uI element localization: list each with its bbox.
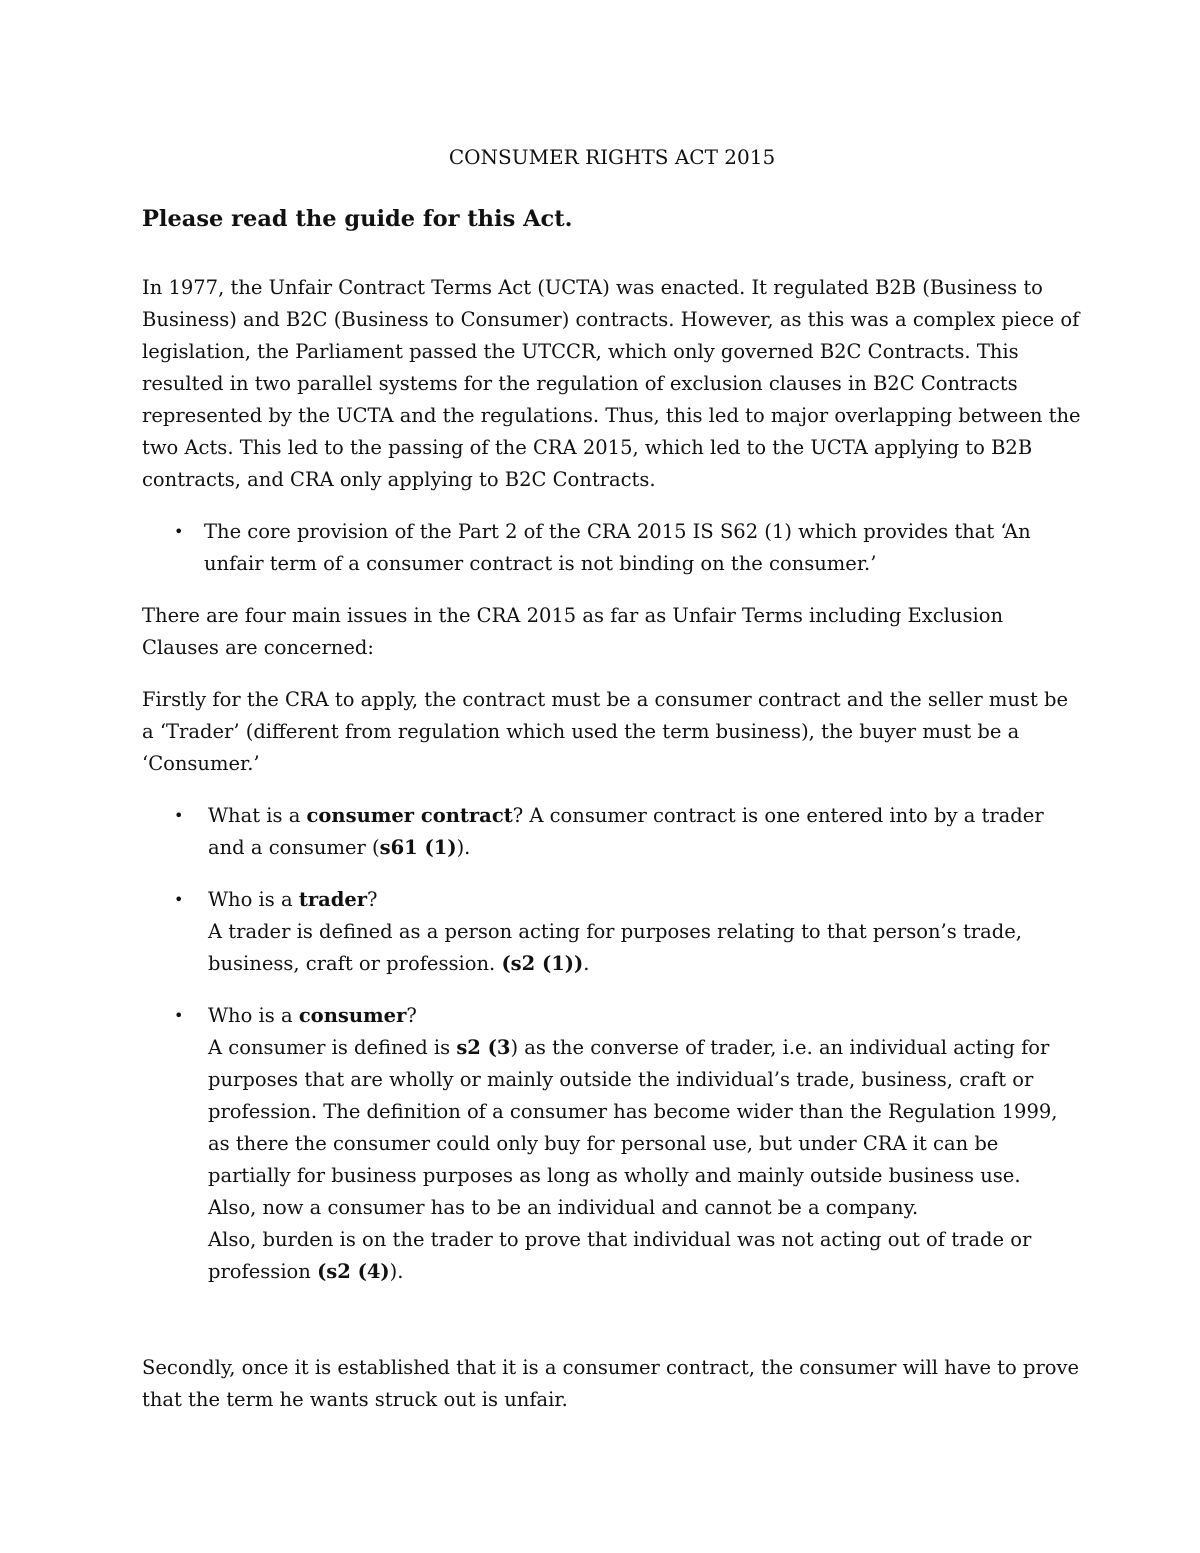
section-reference: (s2 (1)) — [501, 952, 584, 975]
question-text: Who is a — [208, 1004, 299, 1027]
punctuation: ). — [389, 1260, 404, 1283]
definition-text: ? A consumer contract is one entered into by a trader and a consumer ( — [208, 804, 1044, 859]
question-line — [208, 884, 1082, 916]
four-issues-paragraph: There are four main issues in the CRA 2015 as far as Unfair Terms including Exclusion Clauses are concerned: — [142, 604, 1004, 659]
defined-term: consumer contract — [306, 804, 513, 827]
intro-paragraph: In 1977, the Unfair Contract Terms Act (UCTA) was enacted. It regulated B2B (Business to Business) and B2C (Business to Consumer) contracts. However, as this was a complex piece of legislation, the Parliament passed the UTCCR, which only governed B2C Contracts. This resulted in two parallel systems for the regulation of exclusion clauses in B2C Contracts represented by the UCTA and the regulations. Thus, this led to major overlapping between the two Acts. This led to the passing of the CRA 2015, which led to the UCTA applying to B2B contracts, and CRA only applying to B2C Contracts. — [142, 276, 1081, 491]
core-provision-list — [142, 516, 1082, 580]
core-provision-text: The core provision of the Part 2 of the CRA 2015 IS S62 (1) which provides that ‘An unfair term of a consumer contract is not binding on the consumer.’ — [204, 520, 1031, 575]
list-item-trader — [142, 884, 1082, 980]
punctuation: ? — [367, 888, 378, 911]
definition-text: A trader is defined as a person acting for purposes relating to that person’s trade, business, craft or profession. — [208, 920, 1022, 975]
definition-text: Also, burden is on the trader to prove that individual was not acting out of trade or profession — [208, 1228, 1032, 1283]
firstly-paragraph: Firstly for the CRA to apply, the contract must be a consumer contract and the seller must be a ‘Trader’ (different from regulation which used the term business), the buyer must be a ‘Consumer.’ — [142, 688, 1069, 775]
document-body — [142, 140, 1082, 1436]
document-subtitle: Please read the guide for this Act. — [142, 206, 573, 232]
list-item-consumer-contract — [142, 800, 1082, 864]
list-item — [142, 516, 1082, 580]
punctuation: ). — [456, 836, 471, 859]
punctuation: ? — [406, 1004, 417, 1027]
section-reference: s2 (3 — [456, 1036, 511, 1059]
question-text: What is a — [208, 804, 307, 827]
defined-term: trader — [298, 888, 368, 911]
definition-line — [208, 916, 1082, 980]
definition-line — [208, 1032, 1082, 1192]
defined-term: consumer — [298, 1004, 407, 1027]
list-item-consumer — [142, 1000, 1082, 1288]
bullet-icon: • — [174, 1006, 184, 1025]
punctuation: . — [583, 952, 590, 975]
question-text: Who is a — [208, 888, 299, 911]
section-reference: s61 (1) — [379, 836, 457, 859]
burden-line — [208, 1224, 1082, 1288]
definition-text: ) as the converse of trader, i.e. an individual acting for purposes that are wholly or mainly outside the individual’s trade, business, craft or profession. The definition of a consumer has become wider than the Regulation 1999, as there the consumer could only buy for personal use, but under CRA it can be partially for business purposes as long as wholly and mainly outside business use. — [208, 1036, 1058, 1187]
secondly-paragraph: Secondly, once it is established that it is a consumer contract, the consumer will have to prove that the term he wants struck out is unfair. — [142, 1356, 1080, 1411]
bullet-icon: • — [174, 890, 184, 909]
question-line — [208, 1000, 1082, 1032]
bullet-icon: • — [174, 806, 184, 825]
section-reference: (s2 (4) — [317, 1260, 390, 1283]
spacer — [142, 1308, 1082, 1352]
document-title: CONSUMER RIGHTS ACT 2015 — [448, 145, 776, 169]
definition-text: A consumer is defined is — [208, 1036, 457, 1059]
company-line: Also, now a consumer has to be an individual and cannot be a company. — [208, 1196, 919, 1219]
definitions-list — [142, 800, 1082, 1288]
bullet-icon: • — [174, 522, 184, 541]
